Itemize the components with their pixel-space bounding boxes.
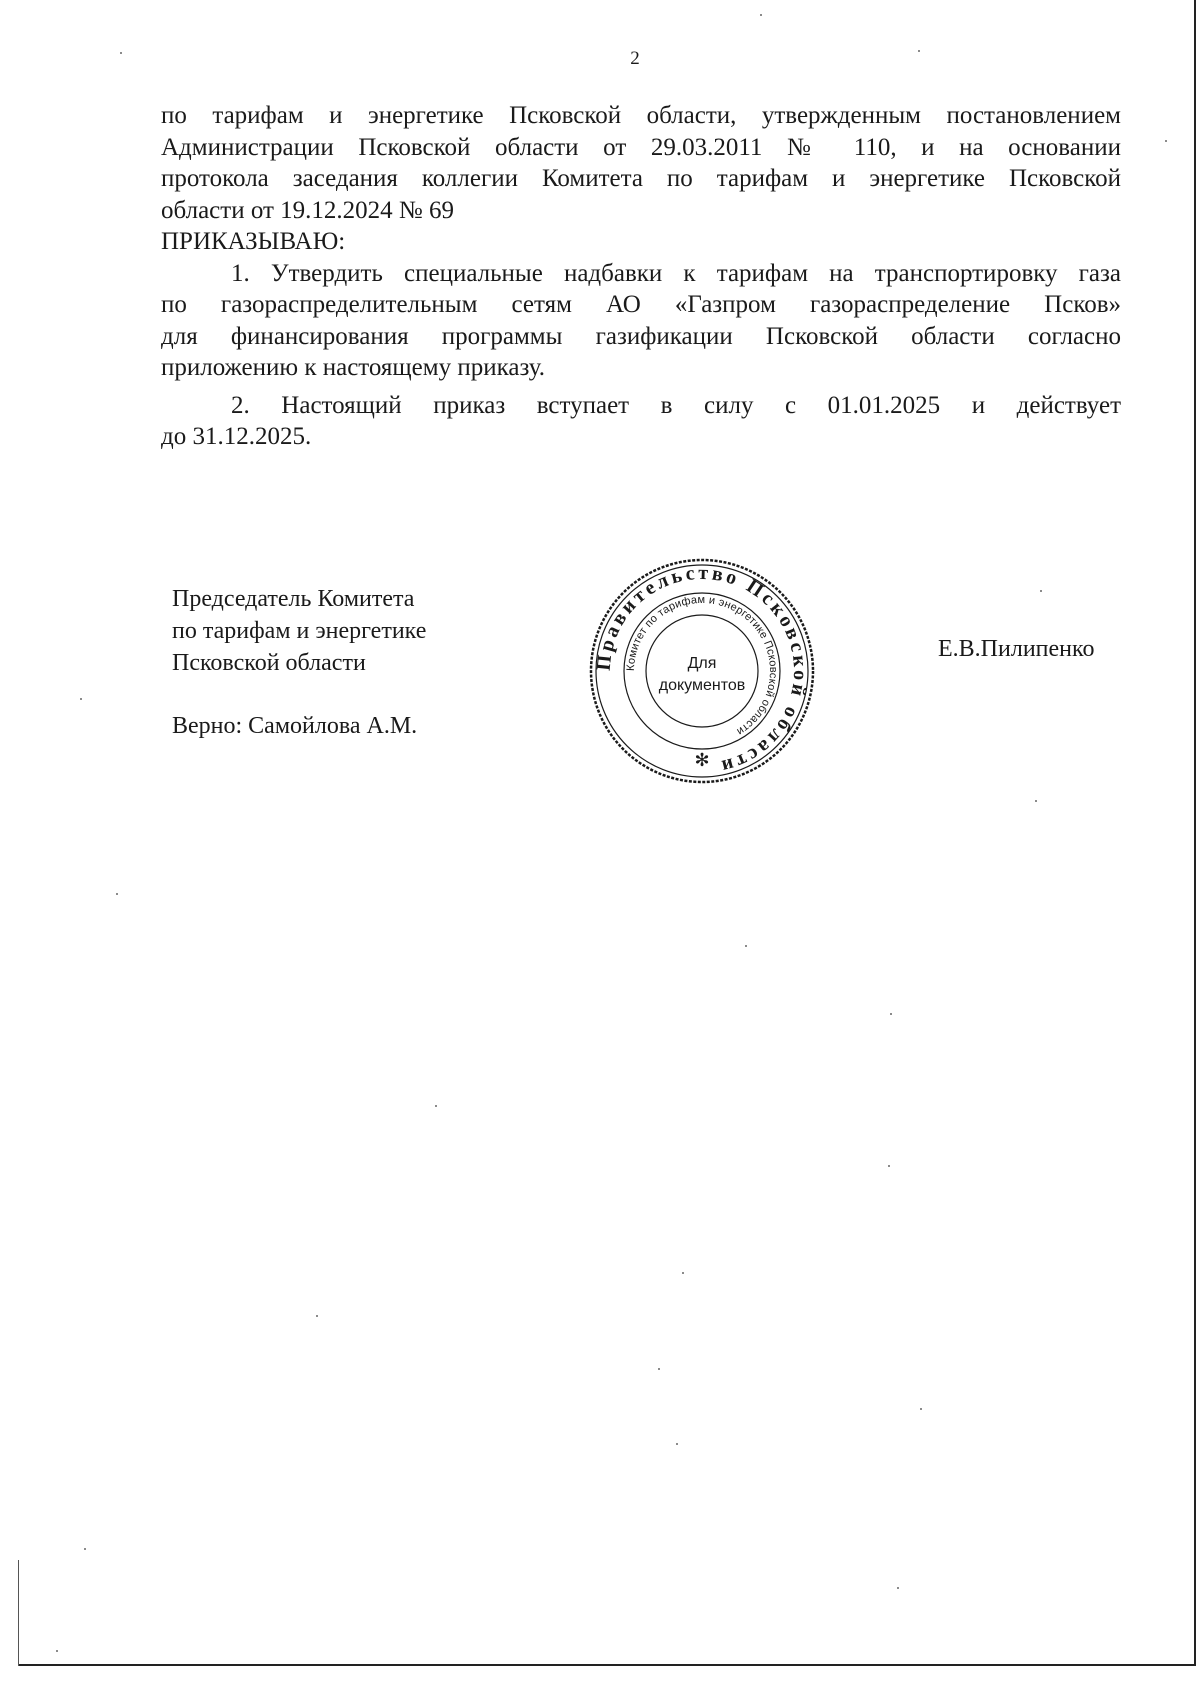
page-border-bottom — [18, 1664, 1196, 1666]
item-2-line: до 31.12.2025. — [161, 423, 312, 450]
scan-speck — [116, 893, 118, 895]
position-line: по тарифам и энергетике — [172, 618, 427, 644]
page-border-right — [1194, 0, 1196, 1666]
order-keyword: ПРИКАЗЫВАЮ: — [161, 228, 346, 255]
page-number: 2 — [630, 48, 640, 69]
scan-speck — [316, 1315, 318, 1317]
position-line: Псковской области — [172, 650, 366, 676]
body-line: протокола заседания коллегии Комитета по тарифам и энергетике Псковской — [161, 165, 1121, 192]
scan-speck — [918, 50, 920, 52]
seal-star-icon: ✻ — [694, 750, 710, 771]
scan-speck — [676, 1443, 678, 1445]
seal-center-line1: Для — [687, 655, 717, 672]
scan-speck — [435, 1105, 437, 1107]
scan-speck — [920, 1408, 922, 1410]
item-1-line: для финансирования программы газификации Псковской области согласно — [161, 322, 1121, 350]
scan-speck — [1035, 800, 1037, 802]
body-line: по тарифам и энергетике Псковской области, утвержденным постановлением — [161, 102, 1121, 129]
scan-speck — [888, 1165, 890, 1167]
body-line: области от 19.12.2024 № 69 — [161, 196, 455, 224]
page-border-left — [18, 1560, 19, 1666]
scan-speck — [84, 1548, 86, 1550]
item-2-line: 2. Настоящий приказ вступает в силу с 01.01.2025 и действует — [231, 391, 1121, 419]
scan-speck — [890, 1013, 892, 1015]
scan-speck — [56, 1650, 58, 1652]
seal-inner-text: Комитет по тарифам и энергетике Псковской области — [624, 593, 780, 738]
scan-speck — [682, 1272, 684, 1274]
seal-outer-text: Правительство Псковской области — [592, 561, 812, 779]
certified-copy-note: Верно: Самойлова А.М. — [172, 713, 418, 739]
official-seal — [587, 556, 817, 786]
order-body — [161, 100, 1121, 453]
scan-speck — [80, 698, 82, 700]
item-1-line: по газораспределительным сетям АО «Газпром газораспределение Псков» — [161, 291, 1121, 318]
scan-speck — [745, 945, 747, 947]
signer-name: Е.В.Пилипенко — [938, 636, 1095, 662]
scan-speck — [897, 1587, 899, 1589]
seal-center-line2: документов — [658, 677, 746, 694]
scan-speck — [1165, 140, 1167, 142]
item-1-line: приложению к настоящему приказу. — [161, 354, 546, 381]
signatory-position — [172, 583, 426, 679]
scan-speck — [760, 14, 762, 16]
scan-speck — [658, 1368, 660, 1370]
scan-speck — [1040, 590, 1042, 592]
item-1-line: 1. Утвердить специальные надбавки к тарифам на транспортировку газа — [231, 259, 1121, 287]
body-line: Администрации Псковской области от 29.03.2011 № 110, и на основании — [161, 133, 1121, 161]
position-line: Председатель Комитета — [172, 586, 415, 612]
scan-speck — [120, 52, 122, 54]
